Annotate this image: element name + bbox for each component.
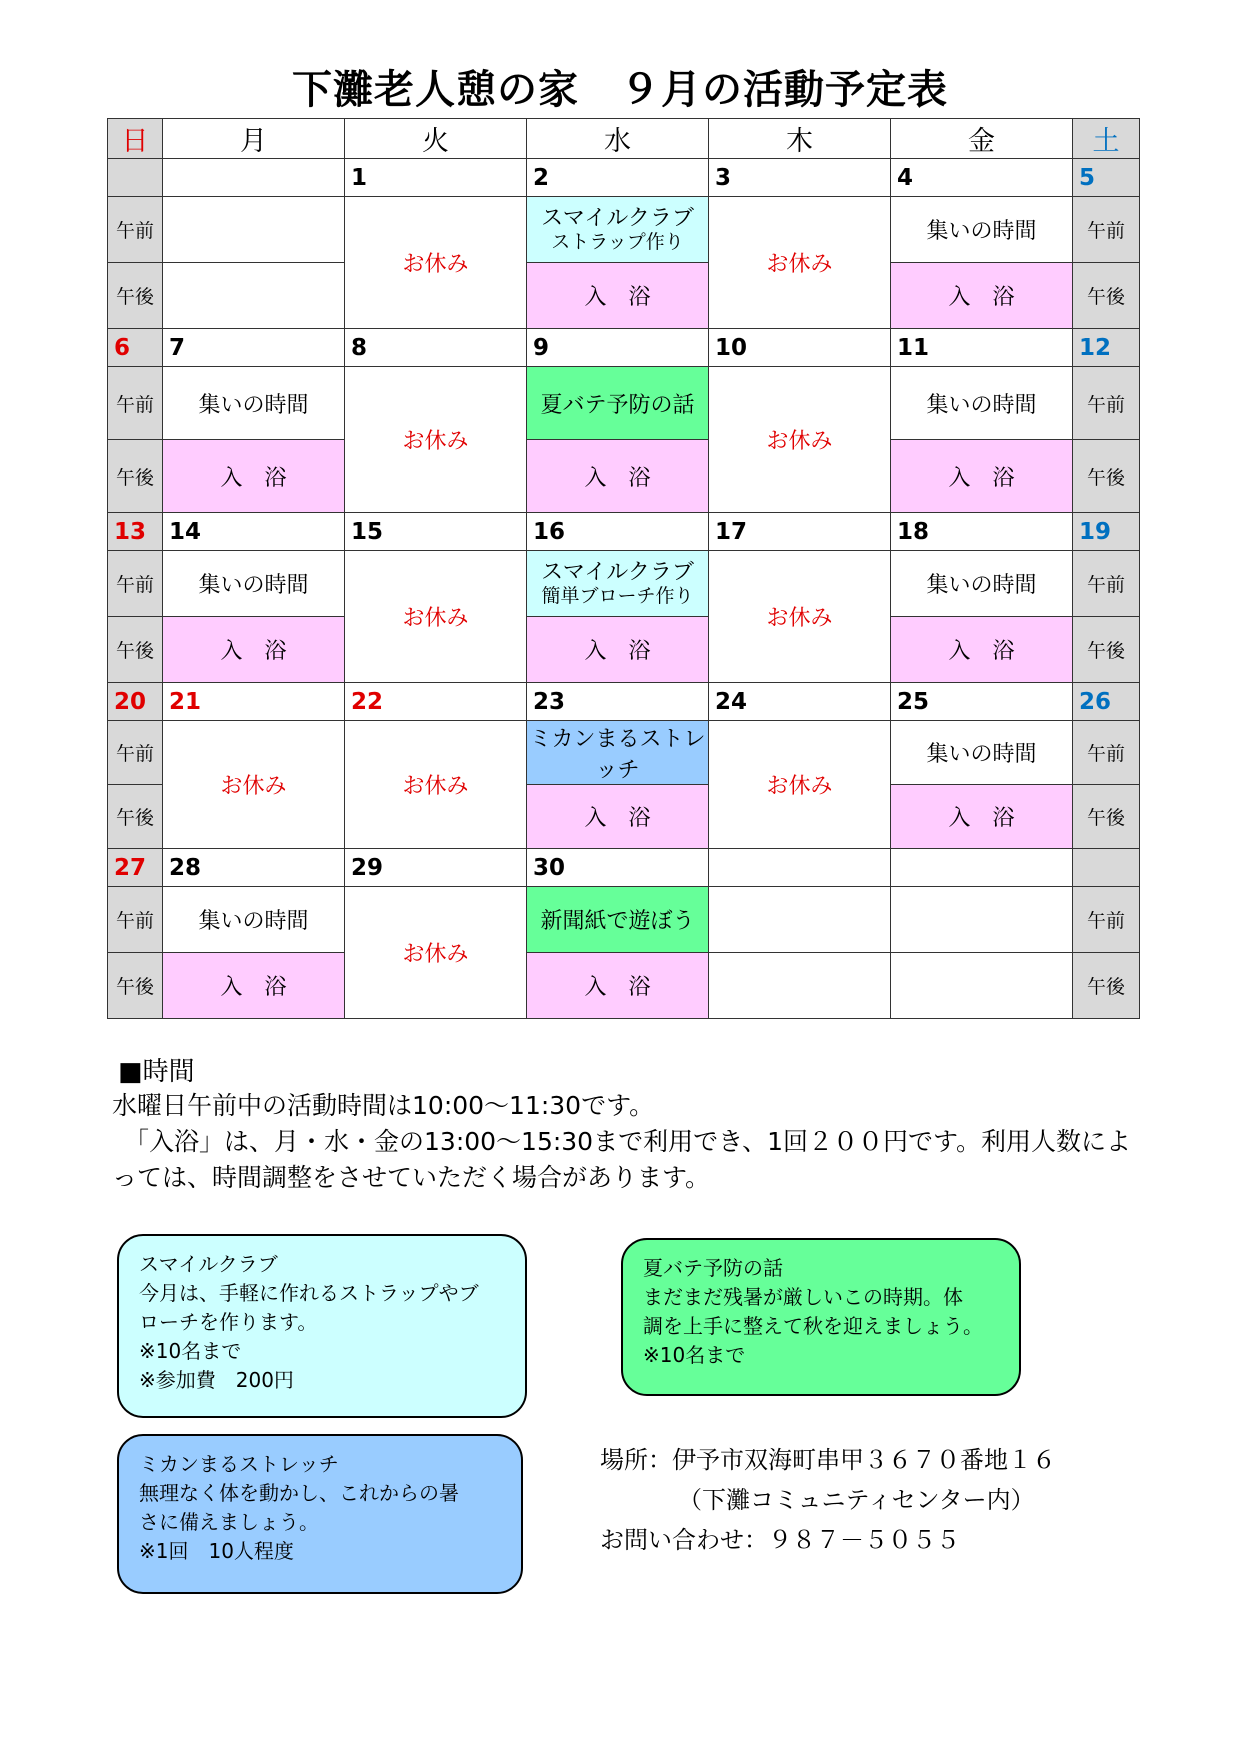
note-title: 夏バテ予防の話 [643,1256,783,1280]
date-cell: 13 [108,513,163,551]
activity-bath: 入 浴 [891,263,1073,329]
note-line: 無理なく体を動かし、これからの暑 [139,1481,459,1505]
pm-label: 午後 [108,785,163,849]
date-cell [891,849,1073,887]
am-label: 午前 [1073,367,1140,440]
date-cell: 20 [108,683,163,721]
date-cell: 14 [163,513,345,551]
date-cell [108,159,163,197]
weekday-header-mon: 月 [163,119,345,159]
activity-summer-talk: 夏バテ予防の話 [527,367,709,440]
smile-club-note [117,1234,527,1418]
activity-subtitle: ストラップ作り [551,230,684,253]
date-cell: 30 [527,849,709,887]
activity-smile-club [527,197,709,263]
activity-bath: 入 浴 [891,440,1073,513]
activity-cell-empty [891,887,1073,953]
note-title: ミカンまるストレッチ [139,1452,339,1476]
time-line-1: 水曜日午前中の活動時間は10:00～11:30です。 [112,1091,655,1120]
time-line-2: 「入浴」は、月・水・金の13:00～15:30まで利用でき、1回２００円です。利用人数によっては、時間調整をさせていただく場合があります。 [112,1127,1132,1192]
activity-bath: 入 浴 [163,617,345,683]
date-cell: 1 [345,159,527,197]
pm-label: 午後 [108,617,163,683]
contact-text: お問い合わせ：９８７－５０５５ [600,1526,960,1554]
pm-label: 午後 [1073,440,1140,513]
date-cell: 3 [709,159,891,197]
activity-gathering: 集いの時間 [891,721,1073,785]
pm-label: 午後 [1073,953,1140,1019]
am-label: 午前 [108,887,163,953]
date-cell: 9 [527,329,709,367]
date-cell: 11 [891,329,1073,367]
note-line: まだまだ残暑が厳しいこの時期。体 [643,1285,963,1309]
activity-cell-empty [709,953,891,1019]
activity-bath: 入 浴 [891,785,1073,849]
activity-mikan-stretch: ミカンまるストレッチ [527,721,709,785]
am-label: 午前 [108,197,163,263]
date-cell: 29 [345,849,527,887]
activity-title: スマイルクラブ [541,206,694,232]
weekday-header-wed: 水 [527,119,709,159]
rest-cell: お休み [709,721,891,849]
note-line: ※10名まで [643,1343,746,1367]
date-cell: 24 [709,683,891,721]
note-line: 調を上手に整えて秋を迎えましょう。 [643,1314,983,1338]
note-line: 今月は、手軽に作れるストラップやブ [139,1281,479,1305]
activity-bath: 入 浴 [163,953,345,1019]
activity-subtitle: 簡単ブローチ作り [541,584,694,607]
date-cell: 23 [527,683,709,721]
weekday-header-sun: 日 [108,119,163,159]
note-line: ※10名まで [139,1339,242,1363]
activity-bath: 入 浴 [527,953,709,1019]
date-cell-holiday: 21 [163,683,345,721]
rest-cell: お休み [709,551,891,683]
date-cell: 2 [527,159,709,197]
rest-cell: お休み [345,367,527,513]
note-line: さに備えましょう。 [139,1510,319,1534]
date-cell [709,849,891,887]
note-line: ※参加費 200円 [139,1368,294,1392]
am-label: 午前 [1073,197,1140,263]
weekday-header-fri: 金 [891,119,1073,159]
date-cell [1073,849,1140,887]
date-cell: 15 [345,513,527,551]
date-cell: 26 [1073,683,1140,721]
activity-gathering: 集いの時間 [891,551,1073,617]
activity-bath: 入 浴 [527,263,709,329]
weekday-header-thu: 木 [709,119,891,159]
date-cell: 18 [891,513,1073,551]
date-cell: 4 [891,159,1073,197]
rest-cell: お休み [709,367,891,513]
date-cell: 10 [709,329,891,367]
date-cell: 19 [1073,513,1140,551]
rest-cell: お休み [345,887,527,1019]
am-label: 午前 [1073,721,1140,785]
am-label: 午前 [108,367,163,440]
pm-label: 午後 [1073,785,1140,849]
rest-cell: お休み [345,197,527,329]
am-label: 午前 [1073,551,1140,617]
note-title: スマイルクラブ [139,1252,278,1276]
note-line: ※1回 10人程度 [139,1539,294,1563]
place-sub-text: （下灘コミュニティセンター内） [678,1486,1035,1514]
date-cell [163,159,345,197]
activity-newspaper: 新聞紙で遊ぼう [527,887,709,953]
activity-gathering: 集いの時間 [163,551,345,617]
date-cell: 8 [345,329,527,367]
rest-cell: お休み [345,551,527,683]
activity-gathering: 集いの時間 [891,367,1073,440]
date-cell-holiday: 22 [345,683,527,721]
activity-cell-empty [163,197,345,263]
pm-label: 午後 [108,440,163,513]
activity-bath: 入 浴 [527,617,709,683]
date-cell: 16 [527,513,709,551]
am-label: 午前 [108,721,163,785]
activity-gathering: 集いの時間 [163,367,345,440]
pm-label: 午後 [1073,263,1140,329]
place-text: 場所：伊予市双海町串甲３６７０番地１６ [600,1446,1056,1474]
activity-gathering: 集いの時間 [163,887,345,953]
date-cell: 6 [108,329,163,367]
rest-cell: お休み [345,721,527,849]
weekday-header-sat: 土 [1073,119,1140,159]
summer-talk-note [621,1238,1021,1396]
activity-cell-empty [709,887,891,953]
am-label: 午前 [1073,887,1140,953]
activity-gathering: 集いの時間 [891,197,1073,263]
activity-cell-empty [163,263,345,329]
rest-cell: お休み [709,197,891,329]
activity-bath: 入 浴 [527,785,709,849]
pm-label: 午後 [1073,617,1140,683]
date-cell: 27 [108,849,163,887]
mikan-stretch-note [117,1434,523,1594]
date-cell: 25 [891,683,1073,721]
rest-cell: お休み [163,721,345,849]
activity-calendar [107,118,1140,1019]
date-cell: 7 [163,329,345,367]
date-cell: 12 [1073,329,1140,367]
weekday-header-tue: 火 [345,119,527,159]
activity-bath: 入 浴 [527,440,709,513]
pm-label: 午後 [108,953,163,1019]
activity-bath: 入 浴 [891,617,1073,683]
note-line: ローチを作ります。 [139,1310,318,1334]
activity-title: スマイルクラブ [541,560,694,586]
activity-smile-club [527,551,709,617]
date-cell: 5 [1073,159,1140,197]
activity-bath: 入 浴 [163,440,345,513]
date-cell: 17 [709,513,891,551]
activity-cell-empty [891,953,1073,1019]
pm-label: 午後 [108,263,163,329]
date-cell: 28 [163,849,345,887]
time-section-body [112,1088,1142,1196]
am-label: 午前 [108,551,163,617]
time-section-heading: ■時間 [118,1057,195,1087]
page-title: 下灘老人憩の家 ９月の活動予定表 [292,67,948,113]
contact-info [600,1440,1056,1560]
